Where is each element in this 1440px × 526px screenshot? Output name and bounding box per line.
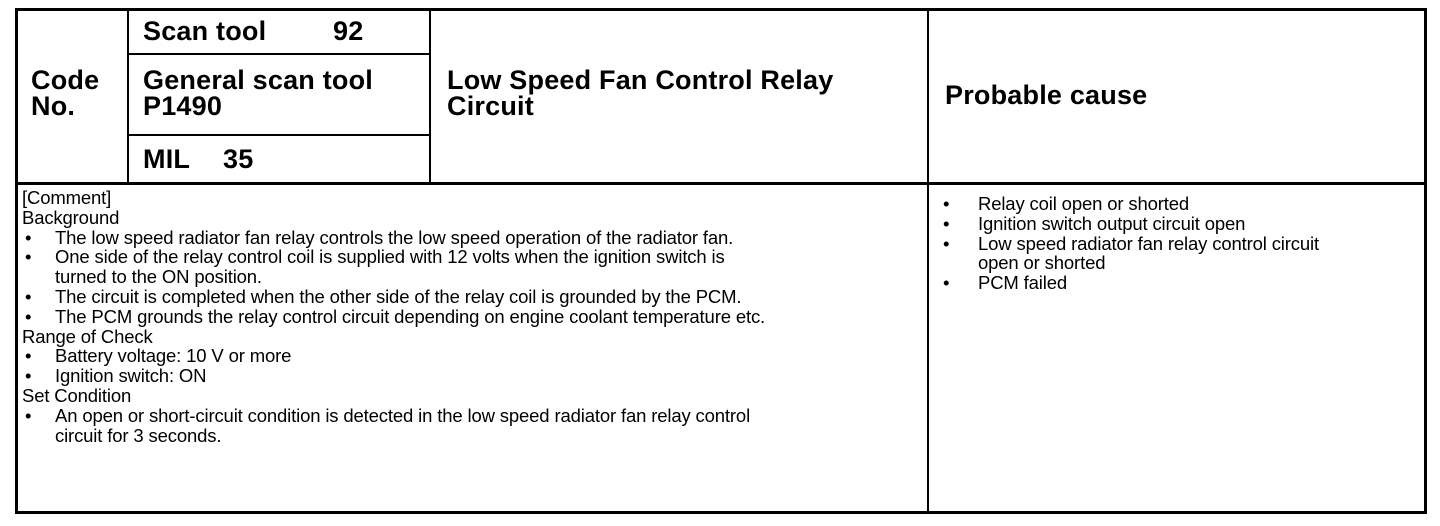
bullet-icon: • — [943, 232, 950, 254]
background-item-3: • The circuit is completed when the other side of the relay coil is grounded by the PCM. — [25, 285, 742, 307]
background-item-2-continued: turned to the ON position. — [55, 266, 262, 288]
bullet-icon: • — [943, 272, 950, 294]
range-item-1: • Battery voltage: 10 V or more — [25, 345, 292, 367]
bullet-icon: • — [25, 285, 32, 307]
bullet-icon: • — [25, 365, 32, 387]
divider-general-tool-row — [127, 134, 431, 136]
bullet-icon: • — [943, 212, 950, 234]
bullet-icon: • — [25, 246, 32, 268]
cause-item-4: • PCM failed — [943, 272, 1067, 294]
bullet-icon: • — [25, 345, 32, 367]
cause-item-2: • Ignition switch output circuit open — [943, 212, 1246, 234]
probable-cause-list — [940, 194, 1420, 293]
range-of-check-heading: Range of Check — [22, 325, 153, 347]
general-scan-tool-label: General scan tool — [143, 65, 373, 95]
range-item-2: • Ignition switch: ON — [25, 365, 207, 387]
scan-tool-code: 92 — [333, 16, 364, 46]
scan-tool-label: Scan tool — [143, 16, 267, 46]
comment-label: [Comment] — [22, 187, 112, 208]
cause-item-3: • Low speed radiator fan relay control circuit — [943, 232, 1319, 254]
bullet-icon: • — [25, 305, 32, 327]
diagnostic-title-line1: Low Speed Fan Control Relay — [447, 65, 834, 95]
background-item-4: • The PCM grounds the relay control circuit depending on engine coolant temperature etc. — [25, 305, 766, 327]
mil-code: 35 — [223, 144, 254, 174]
set-condition-item-1-continued: circuit for 3 seconds. — [55, 424, 222, 446]
cause-item-1: • Relay coil open or shorted — [943, 193, 1190, 214]
divider-scan-tool-row — [127, 53, 431, 55]
set-condition-item-1: • An open or short-circuit condition is detected in the low speed radiator fan relay control — [25, 404, 751, 426]
bullet-icon: • — [943, 193, 950, 214]
divider-header-row — [15, 182, 1427, 185]
divider-tool-column — [429, 8, 431, 184]
background-item-1: • The low speed radiator fan relay controls the low speed operation of the radiator fan. — [25, 226, 734, 248]
comment-section — [22, 188, 912, 445]
divider-cause-column — [927, 8, 929, 514]
divider-code-column — [127, 8, 129, 184]
mil-label: MIL — [143, 144, 191, 174]
bullet-icon: • — [25, 404, 32, 426]
background-heading: Background — [22, 206, 120, 228]
set-condition-heading: Set Condition — [22, 384, 132, 406]
probable-cause-header: Probable cause — [945, 80, 1148, 110]
general-scan-tool-code: P1490 — [143, 91, 223, 121]
diagnostic-title-line2: Circuit — [447, 91, 534, 121]
code-number-label: Code No. — [31, 65, 100, 121]
bullet-icon: • — [25, 226, 32, 248]
cause-item-3-continued: open or shorted — [978, 252, 1106, 274]
background-item-2: • One side of the relay control coil is supplied with 12 volts when the ignition switch is — [25, 246, 725, 268]
